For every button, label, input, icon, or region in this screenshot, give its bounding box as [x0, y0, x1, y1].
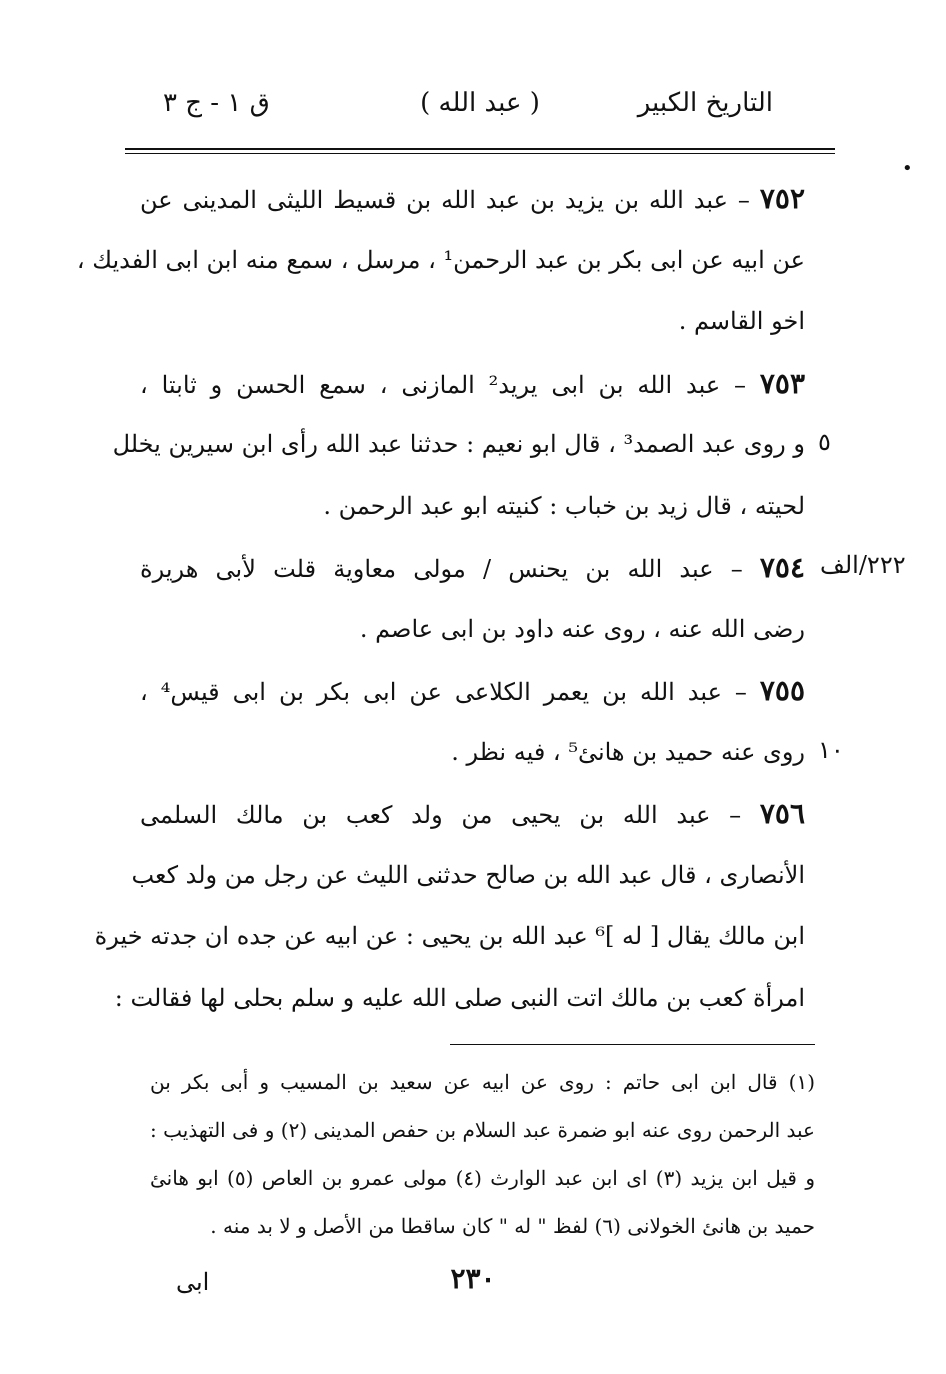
- line-text: – عبد الله بن ابى يريد² المازنى ، سمع الحسن و ثابتا ،: [140, 370, 760, 399]
- page-number: ٢٣٠: [450, 1262, 496, 1295]
- line-text: – عبد الله بن يحنس / مولى معاوية قلت لأبى هريرة: [140, 555, 760, 583]
- footnote-line: حميد بن هانئ الخولانى (٦) لفظ " له " كان ساقطا من الأصل و لا بد منه .: [210, 1214, 815, 1238]
- entry-number: ٧٥٦: [759, 797, 805, 830]
- text-line: [94, 906, 805, 968]
- line-text: رضى الله عنه ، روى عنه داود بن ابى عاصم .: [359, 614, 805, 643]
- text-line: [140, 476, 805, 538]
- footnote-line: و قيل ابن يزيد (٣) اى ابن عبد الوارث (٤) مولى عمرو بن العاص (٥) ابو هانئ: [150, 1166, 815, 1190]
- text-line: [112, 414, 805, 476]
- running-header: [125, 80, 835, 130]
- footnotes: [150, 1058, 815, 1250]
- line-text: الأنصارى ، قال عبد الله بن صالح حدثنى الليث عن رجل من ولد كعب: [131, 860, 805, 889]
- margin-dot: •: [902, 158, 913, 179]
- line-count-marker: ١٠: [818, 735, 844, 764]
- line-text: – عبد الله بن يعمر الكلاعى عن ابى بكر بن ابى قيس⁴ ،: [140, 678, 760, 706]
- line-text: و روى عبد الصمد³ ، قال ابو نعيم : حدثنا عبد الله رأى ابن سيرين يخلل: [112, 430, 805, 458]
- line-text: – عبد الله بن يحيى من ولد كعب بن مالك السلمى: [140, 801, 760, 829]
- text-line: [140, 168, 805, 230]
- text-line: [76, 230, 805, 292]
- line-text: – عبد الله بن يزيد بن عبد الله بن قسيط الليثى المدينى عن: [140, 186, 760, 214]
- line-text: عن ابيه عن ابى بكر بن عبد الرحمن¹ ، مرسل ، سمع منه ابن ابى الفديك ،: [76, 245, 805, 274]
- footnote-line: (١) قال ابن ابى حاتم : روى عن ابيه عن سعيد بن المسيب و أبى بكر بن: [150, 1070, 815, 1094]
- main-text: [76, 168, 805, 1029]
- text-line: [131, 845, 805, 907]
- line-text: ابن مالك يقال [ له ]⁶ عبد الله بن يحيى : عن ابيه عن جده ان جدته خيرة: [94, 922, 805, 950]
- text-line: [140, 291, 805, 353]
- footnote-line: عبد الرحمن روى عنه ابو ضمرة عبد السلام بن حفص المدينى (٢) و فى التهذيب :: [150, 1118, 815, 1142]
- folio-reference: ٢٢٢/الف: [820, 551, 906, 579]
- volume-indicator: ق ١ - ج ٣: [163, 88, 270, 118]
- text-line: [140, 722, 805, 784]
- text-line: [140, 599, 805, 661]
- line-text: اخو القاسم .: [678, 307, 805, 335]
- line-text: لحيته ، قال زيد بن خباب : كنيته ابو عبد الرحمن .: [323, 491, 805, 520]
- text-line: [114, 968, 805, 1030]
- text-line: [140, 660, 805, 722]
- text-line: [140, 783, 805, 845]
- footnote-rule: [450, 1044, 815, 1045]
- entry-number: ٧٥٥: [759, 674, 805, 707]
- header-rule-thin: [125, 153, 835, 154]
- text-line: [140, 537, 805, 599]
- entry-number: ٧٥٢: [759, 182, 805, 215]
- line-count-marker: ٥: [818, 428, 831, 456]
- book-title: التاريخ الكبير: [637, 88, 773, 118]
- entry-number: ٧٥٣: [759, 366, 805, 400]
- header-rule-thick: [125, 148, 835, 150]
- section-title: ( عبد الله ): [420, 88, 540, 118]
- line-text: امرأة كعب بن مالك اتت النبى صلى الله عليه و سلم بحلى لها فقالت :: [114, 983, 805, 1012]
- line-text: روى عنه حميد بن هانئ⁵ ، فيه نظر .: [451, 737, 805, 766]
- entry-number: ٧٥٤: [759, 551, 805, 584]
- catchword: ابى: [176, 1268, 210, 1296]
- text-line: [140, 353, 805, 415]
